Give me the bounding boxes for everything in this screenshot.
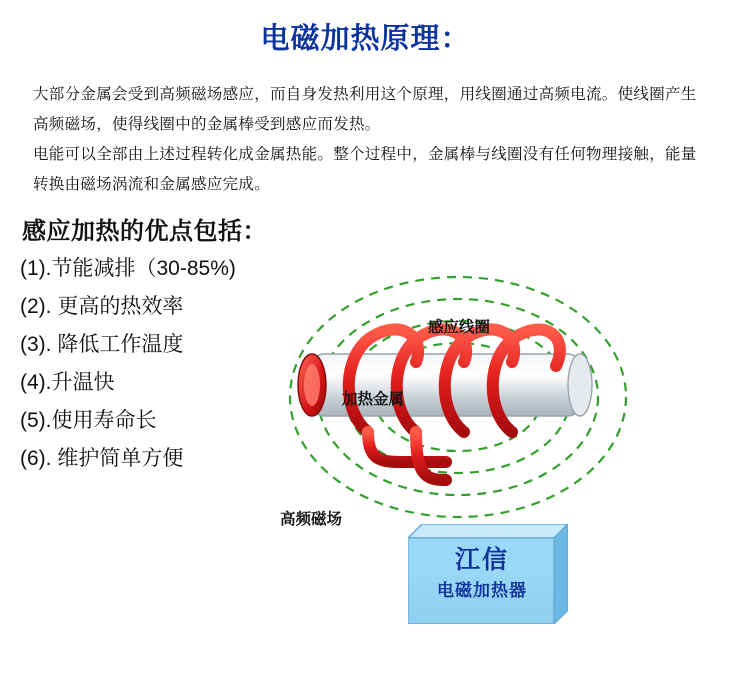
induction-heating-diagram <box>250 262 720 662</box>
list-item: (2). 更高的热效率 <box>20 295 184 318</box>
benefits-heading: 感应加热的优点包括： <box>22 218 267 245</box>
device-subtitle: 电磁加热器 <box>437 581 527 600</box>
label-induction-coil: 感应线圈 <box>428 319 491 336</box>
intro-paragraph-2: 电能可以全部由上述过程转化成金属热能。整个过程中，金属棒与线圈没有任何物理接触，能量转换由磁场涡流和金属感应完成。 <box>33 146 697 193</box>
intro-paragraph-1: 大部分金属会受到高频磁场感应，而自身发热利用这个原理，用线圈通过高频电流。使线圈产生高频磁场，使得线圈中的金属棒受到感应而发热。 <box>33 86 697 133</box>
list-item: (1).节能减排（30-85%) <box>20 257 236 280</box>
label-heated-metal: 加热金属 <box>342 391 405 408</box>
page-title: 电磁加热原理： <box>260 23 471 55</box>
heater-device <box>408 524 568 624</box>
list-item: (4).升温快 <box>20 371 115 394</box>
benefits-list <box>20 250 280 478</box>
list-item: (3). 降低工作温度 <box>20 333 184 356</box>
list-item: (5).使用寿命长 <box>20 409 157 432</box>
list-item: (6). 维护简单方便 <box>20 447 184 470</box>
device-brand: 江信 <box>454 546 509 574</box>
label-magnetic-field: 高频磁场 <box>280 511 343 528</box>
